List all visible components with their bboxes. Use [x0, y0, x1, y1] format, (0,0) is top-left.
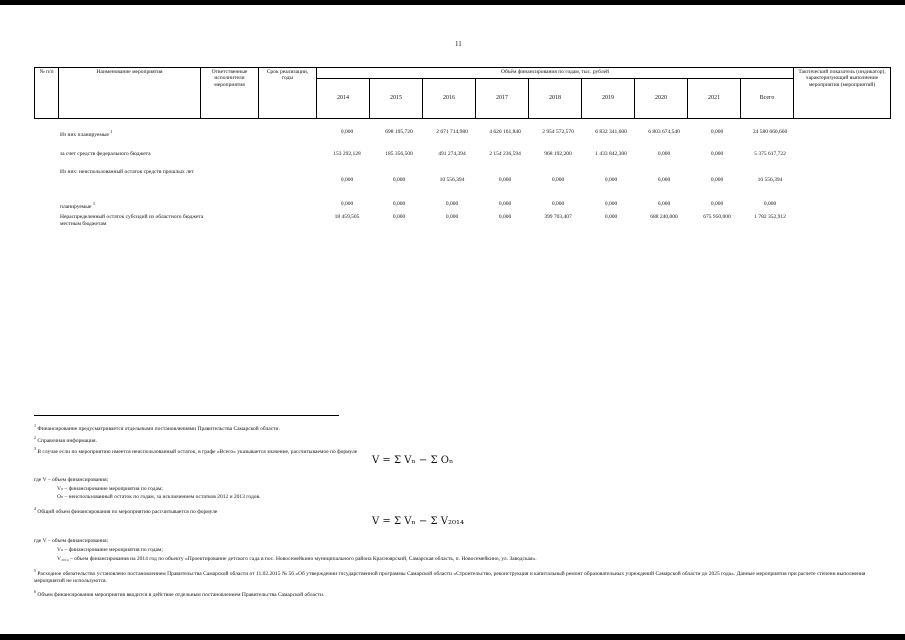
row-label: Нераспределенный остаток субсидий из областного бюджета местным бюджетам [60, 214, 204, 227]
footnote-1: $^1$ Финансирование предусматривается отдельными постановлениями Правительства Самарской области. [34, 423, 280, 432]
row-label: за счет средств федерального бюджета [60, 151, 151, 157]
value-cell: 698 195,720 [385, 129, 413, 135]
value-cell: 18 459,505 [334, 214, 360, 220]
value-cell: 2 154 236,594 [489, 151, 521, 157]
year-header: 2019 [582, 79, 635, 119]
row-label: планируемые $^1$ [60, 201, 96, 210]
year-header: 2020 [635, 79, 688, 119]
value-cell: 0,000 [498, 201, 512, 207]
value-cell: 399 703,407 [544, 214, 572, 220]
value-cell: 0,000 [710, 201, 724, 207]
year-header: 2021 [688, 79, 741, 119]
value-cell: 0,000 [340, 129, 354, 135]
year-header: 2018 [529, 79, 582, 119]
footnote-4-where: V₂₀₁₄ – объем финансирования на 2014 год по объекту «Проектирование детского сада в пос. Новосемейкино муниципального района Красноярский, Самарская область, п. Новосемейкино, ул. Заводская». [57, 556, 537, 562]
value-cell: 185 356,500 [385, 151, 413, 157]
value-cell: 0,000 [392, 177, 406, 183]
value-cell: 4 620 161,840 [489, 129, 521, 135]
value-cell: 0,000 [710, 129, 724, 135]
col-resp-header: Ответственные исполнители мероприятия [201, 68, 259, 119]
top-border [0, 0, 905, 5]
value-cell: 0,000 [604, 177, 618, 183]
value-cell: 0,000 [657, 177, 671, 183]
col-term-header: Срок реализации, годы [259, 68, 317, 119]
footnote-divider [34, 415, 339, 416]
value-cell: 24 580 660,660 [752, 129, 788, 135]
footnote-4-where: где V – объем финансирования; [34, 538, 109, 544]
value-cell: 0,000 [763, 201, 777, 207]
value-cell: 0,000 [604, 214, 618, 220]
value-cell: 10 556,394 [757, 177, 783, 183]
year-header: 2015 [370, 79, 423, 119]
value-cell: 0,000 [710, 151, 724, 157]
header-table [34, 67, 891, 119]
value-cell: 10 556,394 [439, 177, 465, 183]
value-cell: 1 433 842,300 [595, 151, 627, 157]
value-cell: 0,000 [657, 151, 671, 157]
value-cell: 2 671 714,980 [436, 129, 468, 135]
value-cell: 0,000 [445, 201, 459, 207]
value-cell: 6 803 674,540 [648, 129, 680, 135]
footnote-3-where: Oₙ – неиспользованный остаток по годам, за исключением остатков 2012 и 2013 годов. [57, 494, 261, 500]
page-number: 11 [455, 40, 462, 48]
value-cell: 0,000 [392, 214, 406, 220]
row-label: Из них планируемые $^1$ [60, 129, 113, 138]
value-cell: 0,000 [445, 214, 459, 220]
footnote-3-where: Vₙ – финансирование мероприятия по годам; [57, 486, 163, 492]
col-indicator-header: Тактический показатель (индикатор), характеризующий выполнение мероприятия (мероприятий) [794, 68, 891, 119]
year-header: Всего [741, 79, 794, 119]
col-funding-header: Объём финансирования по годам, тыс. рублей [317, 68, 794, 79]
value-cell: 968 192,200 [544, 151, 572, 157]
value-cell: 491 274,394 [438, 151, 466, 157]
value-cell: 1 782 352,912 [754, 214, 786, 220]
footnote-3: $^3$ В случае если по мероприятию имеется неиспользованный остаток, в графе «Всего» указывается значение, рассчитываемое по формуле [34, 446, 358, 455]
value-cell: 0,000 [710, 177, 724, 183]
value-cell: 2 954 572,570 [542, 129, 574, 135]
row-label: Из них: неиспользованный остаток средств прошлых лет [60, 169, 194, 175]
value-cell: 0,000 [340, 201, 354, 207]
year-header: 2017 [476, 79, 529, 119]
value-cell: 0,000 [551, 201, 565, 207]
value-cell: 0,000 [392, 201, 406, 207]
footnote-2: $^2$ Справочная информация. [34, 435, 97, 444]
value-cell: 0,000 [657, 201, 671, 207]
value-cell: 0,000 [498, 177, 512, 183]
value-cell: 5 375 617,722 [754, 151, 786, 157]
footnote-4: $^4$ Общий объем финансирования по мероприятию рассчитывается по формуле [34, 506, 218, 515]
value-cell: 675 950,000 [703, 214, 731, 220]
footnote-6: $^6$ Объем финансирования мероприятия вводится в действие отдельным постановлением Правительства Самарской области. [34, 589, 325, 598]
value-cell: 0,000 [340, 177, 354, 183]
year-header: 2016 [423, 79, 476, 119]
footnote-5: $^5$ Расходное обязательство установлено постановлением Правительства Самарской области от 11.02.2015 № 56 «Об утверждении государственной программы Самарской области «Строительство, реконструкция и капитальный ремонт образовательных учреждений Самарской области до 2025 года». Данные мероприятия при расчете степени выполнения мероприятий не используются. [34, 568, 866, 584]
bottom-border [0, 634, 905, 640]
value-cell: 6 832 341,600 [595, 129, 627, 135]
value-cell: 0,000 [498, 214, 512, 220]
value-cell: 153 292,128 [333, 151, 361, 157]
col-num-header: № п/п [35, 68, 59, 119]
year-header: 2014 [317, 79, 370, 119]
value-cell: 0,000 [604, 201, 618, 207]
col-name-header: Наименование мероприятия [59, 68, 201, 119]
footnote-3-where: где V – объем финансирования; [34, 477, 109, 483]
formula-2: V = Σ Vₙ − Σ V₂₀₁₄ [372, 516, 464, 527]
footnote-4-where: Vₙ – финансирование мероприятия по годам; [57, 547, 163, 553]
value-cell: 688 240,000 [650, 214, 678, 220]
formula-1: V = Σ Vₙ − Σ Oₙ [372, 455, 454, 466]
value-cell: 0,000 [551, 177, 565, 183]
